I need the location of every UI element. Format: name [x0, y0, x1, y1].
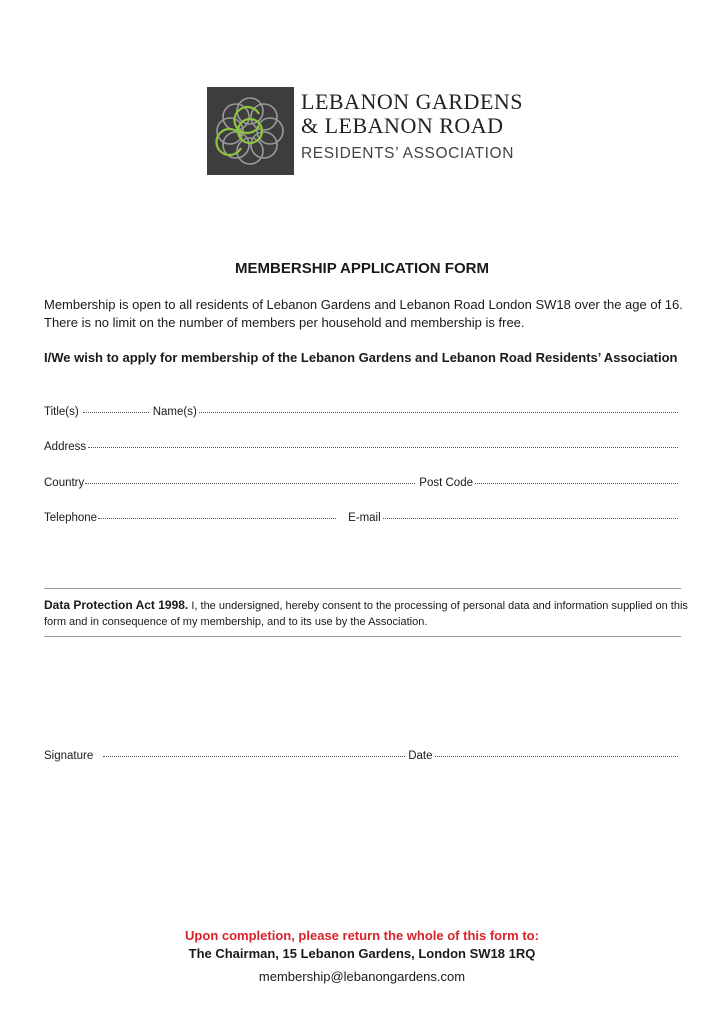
telephone-field[interactable]: [98, 517, 336, 519]
logo-line-2: & LEBANON ROAD: [301, 113, 504, 138]
country-postcode-row: [44, 477, 680, 489]
telephone-label: Telephone: [44, 512, 98, 524]
postcode-label: Post Code: [419, 477, 473, 489]
form-title: MEMBERSHIP APPLICATION FORM: [235, 260, 489, 277]
flower-logo-icon: [207, 87, 294, 175]
country-field[interactable]: [85, 482, 415, 484]
names-label: Name(s): [152, 406, 197, 418]
return-instruction: Upon completion, please return the whole of this form to:: [185, 928, 539, 943]
title-field[interactable]: [83, 411, 149, 413]
telephone-email-row: [44, 512, 680, 524]
intro-line-2: There is no limit on the number of members per household and membership is free.: [44, 315, 525, 330]
contact-email: membership@lebanongardens.com: [258, 969, 466, 984]
data-protection-heading: Data Protection Act 1998.: [44, 598, 189, 612]
address-field[interactable]: [88, 446, 678, 448]
data-protection-text: I, the undersigned, hereby consent to the processing of personal data and information supplied on this form and in consequence of my membership, and to its use by the Association.: [44, 600, 688, 628]
intro-line-1: Membership is open to all residents of Lebanon Gardens and Lebanon Road London SW18 over the age of 16.: [44, 297, 683, 312]
signature-label: Signature: [44, 750, 94, 762]
divider-top: [44, 588, 681, 589]
divider-bottom: [44, 636, 681, 637]
logo-wordmark: [301, 90, 523, 163]
logo-line-1: LEBANON GARDENS: [301, 89, 523, 114]
return-address: The Chairman, 15 Lebanon Gardens, London SW18 1RQ: [188, 946, 536, 961]
country-label: Country: [44, 477, 85, 489]
title-label: Title(s): [44, 406, 79, 418]
address-label: Address: [44, 441, 87, 453]
email-field[interactable]: [383, 517, 678, 519]
logo-line-3: RESIDENTS’ ASSOCIATION: [301, 145, 515, 162]
intro-paragraph: [44, 296, 704, 332]
title-name-row: [44, 406, 680, 418]
names-field[interactable]: [199, 411, 678, 413]
date-field[interactable]: [435, 755, 678, 757]
signature-date-row: [44, 750, 680, 762]
data-protection-notice: [44, 597, 694, 630]
email-label: E-mail: [348, 512, 381, 524]
address-row: [44, 441, 680, 453]
logo-mark: [207, 87, 294, 175]
signature-field[interactable]: [103, 755, 405, 757]
postcode-field[interactable]: [475, 482, 678, 484]
apply-statement: I/We wish to apply for membership of the Lebanon Gardens and Lebanon Road Residents’ Association: [44, 350, 678, 365]
date-label: Date: [408, 750, 433, 762]
